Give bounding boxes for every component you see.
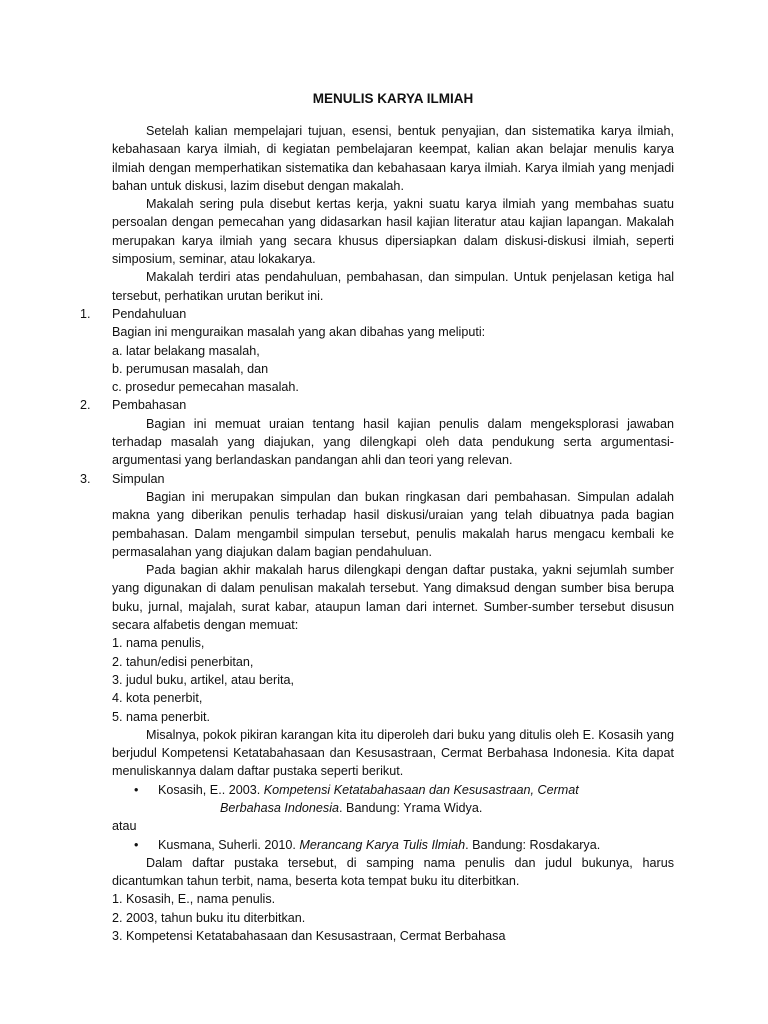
- reference-publisher: . Bandung: Rosdakarya.: [465, 837, 601, 852]
- list-item: 2. tahun/edisi penerbitan,: [112, 654, 254, 669]
- list-item: 3. judul buku, artikel, atau berita,: [112, 672, 295, 687]
- intro-paragraph-3: Makalah terdiri atas pendahuluan, pembahasan, dan simpulan. Untuk penjelasan ketiga hal tersebut, perhatikan urutan berikut ini.: [112, 270, 674, 303]
- section-pendahuluan-heading: [80, 305, 674, 323]
- section-pembahasan-body: Bagian ini memuat uraian tentang hasil kajian penulis dalam mengeksplorasi jawaban terhadap masalah yang diajukan, yang dilengkapi oleh data pendukung serta argumentasi-argumentasi yang berlandaskan pandangan ahli dan teori yang relevan.: [112, 416, 674, 468]
- intro-paragraph-1: Setelah kalian mempelajari tujuan, esensi, bentuk penyajian, dan sistematika karya ilmiah, kebahasaan karya ilmiah, di kegiatan pembelajaran keempat, kalian akan belajar menulis karya ilmiah dengan memperhatikan sistematika dan kebahasaan karya ilmiah. Karya ilmiah yang menjadi bahan untuk diskusi, lazim disebut dengan makalah.: [112, 124, 674, 193]
- section-heading: Simpulan: [112, 471, 165, 486]
- list-item: 2. 2003, tahun buku itu diterbitkan.: [112, 910, 306, 925]
- list-item: 4. kota penerbit,: [112, 691, 203, 706]
- bullet-icon: •: [134, 782, 139, 797]
- section-number: 1.: [80, 306, 91, 321]
- section-pendahuluan-lead: Bagian ini menguraikan masalah yang akan dibahas yang meliputi:: [112, 325, 486, 340]
- document-body: [80, 84, 674, 945]
- list-item: 5. nama penerbit.: [112, 709, 211, 724]
- list-item: 3. Kompetensi Ketatabahasaan dan Kesusastraan, Cermat Berbahasa: [112, 929, 506, 944]
- intro-paragraph-2: Makalah sering pula disebut kertas kerja, yakni suatu karya ilmiah yang membahas suatu persoalan dengan pemecahan yang didasarkan hasil kajian literatur atau kajian lapangan. Makalah merupakan karya ilmiah yang secara khusus dipersiapkan dalam diskusi-diskusi ilmiah, seperti simposium, seminar, atau lokakarya.: [112, 197, 674, 267]
- section-simpulan-body: Bagian ini merupakan simpulan dan bukan ringkasan dari pembahasan. Simpulan adalah makna yang diberikan penulis terhadap hasil diskusi/uraian yang telah dibuatnya pada bagian pembahasan. Dalam mengambil simpulan tersebut, penulis makalah harus mengacu kembali ke permasalahan yang diajukan dalam bagian pendahuluan.: [112, 489, 674, 559]
- reference-publisher: . Bandung: Yrama Widya.: [339, 800, 483, 815]
- atau-text: atau: [112, 819, 137, 834]
- bibliography-paragraph: Pada bagian akhir makalah harus dilengkapi dengan daftar pustaka, yakni sejumlah sumber yang digunakan di dalam penulisan makalah tersebut. Yang dimaksud dengan sumber bisa berupa buku, jurnal, majalah, surat kabar, ataupun laman dari internet. Sumber-sumber tersebut disusun secara alfabetis dengan memuat:: [112, 563, 674, 633]
- bullet-icon: •: [134, 837, 139, 852]
- reference-title: Merancang Karya Tulis Ilmiah: [299, 837, 466, 852]
- reference-title-continued: Berbahasa Indonesia: [220, 800, 340, 815]
- list-item: a. latar belakang masalah,: [112, 343, 260, 358]
- document-title: MENULIS KARYA ILMIAH: [312, 91, 474, 106]
- list-item: 1. nama penulis,: [112, 636, 205, 651]
- section-number: 3.: [80, 471, 91, 486]
- section-heading: Pembahasan: [112, 398, 187, 413]
- reference-author-year: Kosasih, E.. 2003.: [158, 782, 264, 797]
- section-simpulan-heading: [80, 470, 674, 488]
- reference-entry-kusmana: [112, 836, 674, 854]
- reference-title: Kompetensi Ketatabahasaan dan Kesusastraan, Cermat: [263, 782, 579, 797]
- section-heading: Pendahuluan: [112, 306, 187, 321]
- section-number: 2.: [80, 398, 91, 413]
- reference-entry-kosasih-continued: [112, 799, 674, 817]
- list-item: 1. Kosasih, E., nama penulis.: [112, 892, 276, 907]
- example-paragraph: Misalnya, pokok pikiran karangan kita itu diperoleh dari buku yang ditulis oleh E. Kosasih yang berjudul Kompetensi Ketatabahasaan dan Kesusastraan, Cermat Berbahasa Indonesia. Kita dapat menuliskannya dalam daftar pustaka seperti berikut.: [112, 727, 674, 779]
- reference-entry-kosasih: [112, 781, 674, 799]
- reference-author-year: Kusmana, Suherli. 2010.: [158, 837, 300, 852]
- list-item: b. perumusan masalah, dan: [112, 361, 269, 376]
- section-pembahasan-heading: [80, 396, 674, 414]
- list-item: c. prosedur pemecahan masalah.: [112, 380, 299, 395]
- explanation-paragraph: Dalam daftar pustaka tersebut, di samping nama penulis dan judul bukunya, harus dicantumkan tahun terbit, nama, beserta kota tempat buku itu diterbitkan.: [112, 855, 674, 889]
